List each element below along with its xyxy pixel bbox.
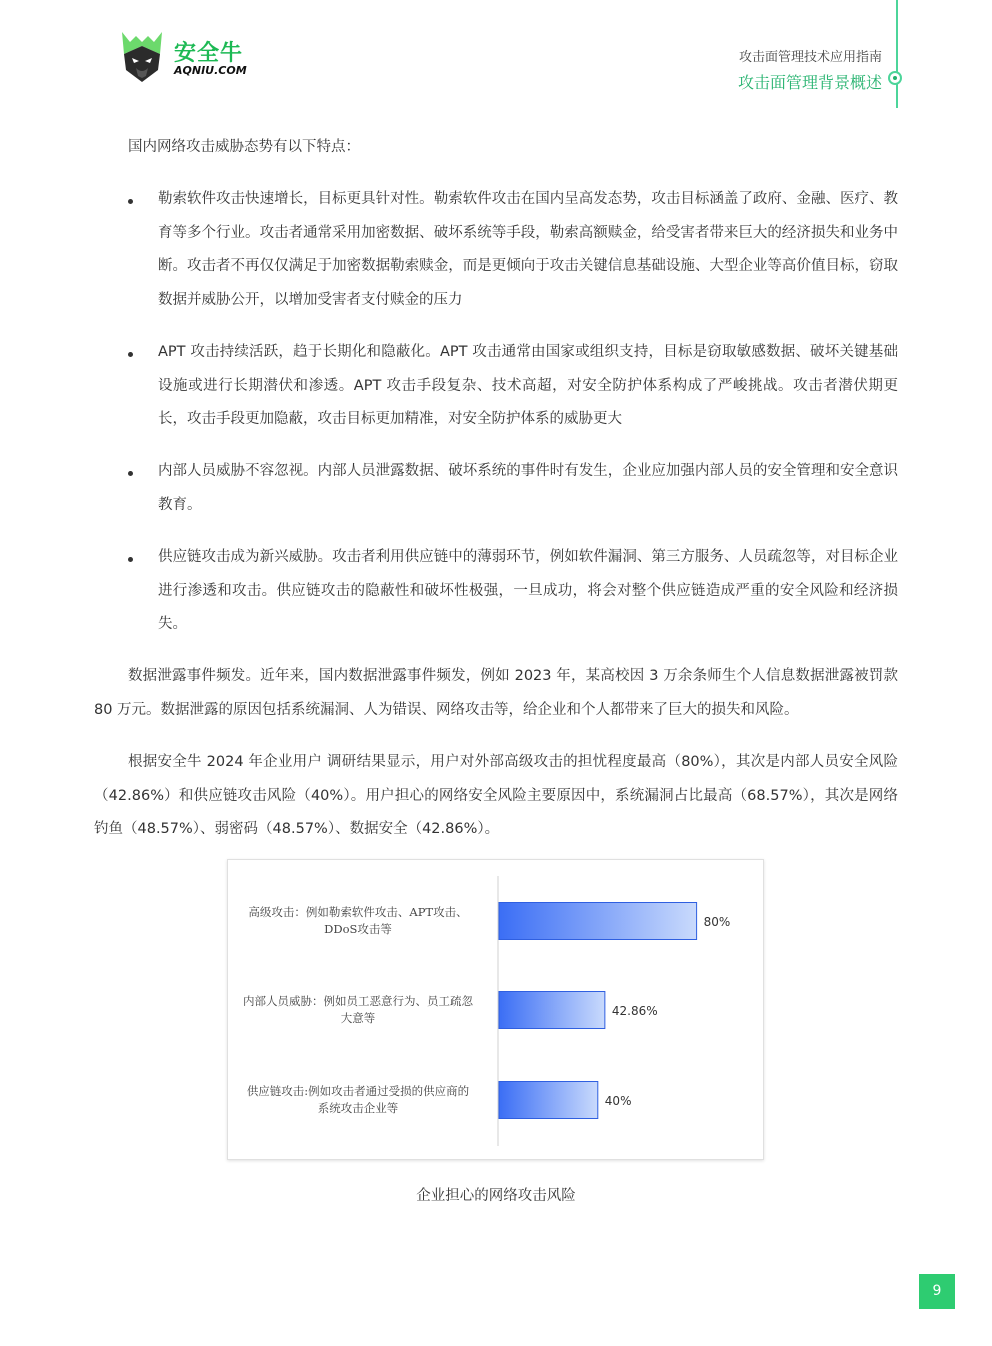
document-title: 攻击面管理技术应用指南 xyxy=(738,50,882,65)
category-label-2-0: 供应链攻击:例如攻击者通过受损的供应商的 xyxy=(246,1084,470,1098)
bullet-supply-chain: 供应链攻击成为新兴威胁。攻击者利用供应链中的薄弱环节，例如软件漏洞、第三方服务、人员疏忽等，对目标企业进行渗透和攻击。供应链攻击的隐蔽性和破坏性极强，一旦成功，将会对整个供应链造成严重的安全风险和经济损失。 xyxy=(158,549,898,632)
brand-name: 安全牛 xyxy=(174,41,244,66)
bullet-ransomware: 勒索软件攻击快速增长，目标更具针对性。勒索软件攻击在国内呈高发态势，攻击目标涵盖了政府、金融、医疗、教育等多个行业。攻击者通常采用加密数据、破坏系统等手段，勒索高额赎金，给受害者带来巨大的经济损失和业务中断。攻击者不再仅仅满足于加密数据勒索赎金，而是更倾向于攻击关键信息基础设施、大型企业等高价值目标，窃取数据并威胁公开，以增加受害者支付赎金的压力 xyxy=(158,191,898,308)
intro-text: 国内网络攻击威胁态势有以下特点： xyxy=(128,139,360,155)
risk-chart xyxy=(227,859,764,1160)
category-label-2-1: 系统攻击企业等 xyxy=(317,1101,399,1115)
section-title: 攻击面管理背景概述 xyxy=(737,73,882,92)
bullet-apt: APT 攻击持续活跃，趋于长期化和隐蔽化。APT 攻击通常由国家或组织支持，目标是窃取敏感数据、破坏关键基础设施或进行长期潜伏和渗透。APT 攻击手段复杂、技术高超，对安全防护体系构成了严峻挑战。攻击者潜伏期更长，攻击手段更加隐蔽，攻击目标更加精准，对安全防护体系的威胁更大 xyxy=(158,344,898,427)
bullet-dot xyxy=(128,471,133,476)
risk-bar-chart xyxy=(228,860,765,1161)
category-label-1-1: 大意等 xyxy=(340,1011,376,1025)
category-label-0-0: 高级攻击：例如勒索软件攻击、APT攻击、 xyxy=(248,905,468,919)
value-label-1: 42.86% xyxy=(611,1004,658,1018)
section-marker-icon xyxy=(888,71,902,85)
brand-domain: AQNIU.COM xyxy=(174,64,247,77)
bullet-insider: 内部人员威胁不容忽视。内部人员泄露数据、破坏系统的事件时有发生，企业应加强内部人员的安全管理和安全意识教育。 xyxy=(158,463,898,513)
value-label-2: 40% xyxy=(604,1094,632,1108)
bullet-dot xyxy=(128,199,133,204)
paragraph-data-leak: 数据泄露事件频发。近年来，国内数据泄露事件频发，例如 2023 年，某高校因 3 万余条师生个人信息数据泄露被罚款 80 万元。数据泄露的原因包括系统漏洞、人为错误、网络攻击等，给企业和个人都带来了巨大的损失和风险。 xyxy=(94,668,898,718)
category-label-0-1: DDoS攻击等 xyxy=(324,922,392,936)
value-label-0: 80% xyxy=(703,915,731,929)
header-divider xyxy=(896,0,898,108)
bull-mascot-icon xyxy=(118,28,166,84)
page-number: 9 xyxy=(919,1274,955,1309)
paragraph-survey: 根据安全牛 2024 年企业用户 调研结果显示，用户对外部高级攻击的担忧程度最高（80%），其次是内部人员安全风险（42.86%）和供应链攻击风险（40%）。用户担心的网络安全风险主要原因中，系统漏洞占比最高（68.57%），其次是网络钓鱼（48.57%）、弱密码（48.57%）、数据安全（42.86%）。 xyxy=(94,754,898,837)
category-label-1-0: 内部人员威胁：例如员工恶意行为、员工疏忽 xyxy=(243,994,473,1008)
bar-1 xyxy=(499,992,605,1029)
bullet-dot xyxy=(128,352,133,357)
bar-2 xyxy=(499,1082,598,1119)
chart-caption: 企业担心的网络攻击风险 xyxy=(416,1188,576,1204)
brand-logo xyxy=(118,28,248,86)
bar-0 xyxy=(499,903,697,940)
bullet-dot xyxy=(128,557,133,562)
